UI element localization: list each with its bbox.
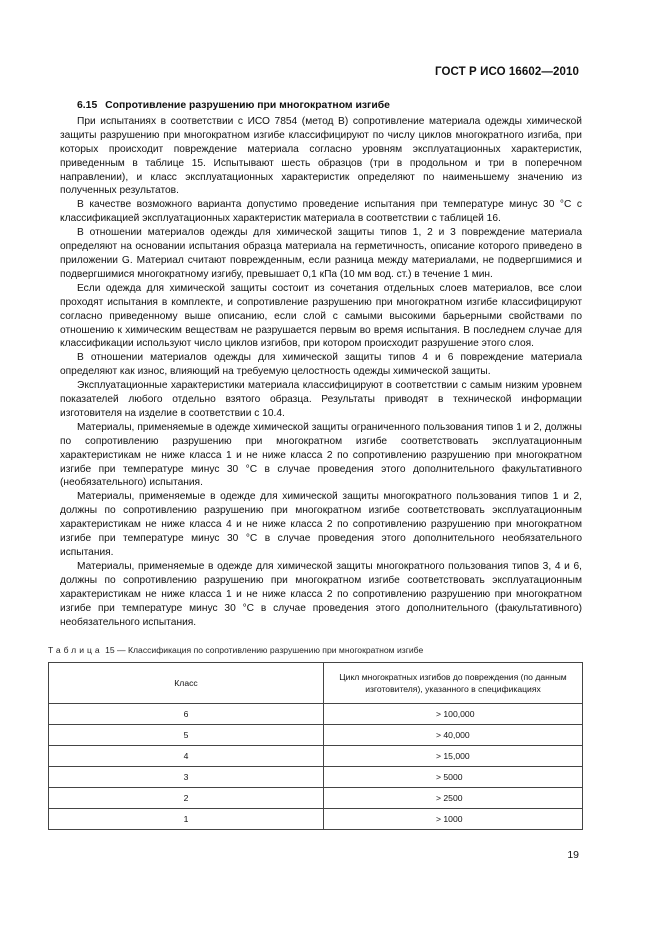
table-row bbox=[49, 725, 583, 746]
table-cell-cycles: > 100,000 bbox=[324, 704, 583, 725]
section-heading bbox=[60, 99, 582, 113]
table-cell-class: 1 bbox=[49, 809, 324, 830]
table-header-row bbox=[49, 663, 583, 704]
table-row bbox=[49, 704, 583, 725]
paragraph: Эксплуатационные характеристики материала классифицируют в соответствии с самым низким уровнем показателей любого отдельно взятого образца. Результаты приводят в технической информации изготовителя на изделие в соответствии с 10.4. bbox=[60, 380, 582, 419]
section-title: Сопротивление разрушению при многократном изгибе bbox=[105, 100, 390, 111]
paragraph: При испытаниях в соответствии с ИСО 7854 (метод В) сопротивление материала одежды химической защиты разрушению при многократном изгибе классифицируют по числу циклов многократного изгиба, при которых происходит повреждение материала согласно уровням эксплуатационных характеристик, приведенным в таблице 15. Испытывают шесть образцов (три в продольном и три в поперечном направлении), и класс эксплуатационных характеристик определяют по наименьшему значению из полученных результатов. bbox=[60, 115, 582, 197]
table-caption-label: Таблица bbox=[48, 645, 103, 655]
table-cell-cycles: > 15,000 bbox=[324, 746, 583, 767]
table-cell-class: 3 bbox=[49, 767, 324, 788]
paragraph: В отношении материалов одежды для химической защиты типов 1, 2 и 3 повреждение материала определяют на основании испытания образца материала на герметичность, описание которого приведено в приложении G. Материал считают поврежденным, если разница между материалами, не подвергшимися и подвергшимися многократному изгибу, превышает 0,1 кПа (10 мм вод. ст.) в течение 1 мин. bbox=[60, 227, 582, 280]
table-cell-class: 6 bbox=[49, 704, 324, 725]
table-row bbox=[49, 809, 583, 830]
table-caption bbox=[48, 645, 588, 655]
table-header-class: Класс bbox=[49, 663, 324, 704]
paragraph: Материалы, применяемые в одежде химической защиты ограниченного пользования типов 1 и 2, должны по сопротивлению разрушению при многократном изгибе соответствовать эксплуатационным характеристикам не ниже класса 1 и не ниже класса 2 по сопротивлению разрушению при многократном изгибе при температуре минус 30 °С в случае проведения этого дополнительного факультативного (необязательного) испытания. bbox=[60, 421, 582, 489]
table-header-cycles: Цикл многократных изгибов до повреждения (по данным изготовителя), указанного в спецификациях bbox=[324, 663, 583, 704]
table-cell-cycles: > 2500 bbox=[324, 788, 583, 809]
table-cell-class: 2 bbox=[49, 788, 324, 809]
paragraph: Материалы, применяемые в одежде для химической защиты многократного пользования типов 1 и 2, должны по сопротивлению разрушению при многократном изгибе соответствовать эксплуатационным характеристикам не ниже класса 4 и не ниже класса 2 по сопротивлению разрушению при многократном изгибе при температуре минус 30 °С в случае проведения этого дополнительного необязательного испытания. bbox=[60, 491, 582, 558]
classification-table bbox=[48, 662, 583, 830]
table-row bbox=[49, 788, 583, 809]
page-number: 19 bbox=[567, 849, 579, 861]
table-cell-cycles: > 40,000 bbox=[324, 725, 583, 746]
document-header: ГОСТ Р ИСО 16602—2010 bbox=[434, 66, 579, 78]
table-row bbox=[49, 746, 583, 767]
table-cell-class: 4 bbox=[49, 746, 324, 767]
table-cell-cycles: > 5000 bbox=[324, 767, 583, 788]
table-cell-cycles: > 1000 bbox=[324, 809, 583, 830]
document-body bbox=[60, 99, 582, 629]
table-row bbox=[49, 767, 583, 788]
section-number: 6.15 bbox=[77, 100, 98, 111]
paragraph: В отношении материалов одежды для химической защиты типов 4 и 6 повреждение материала определяют как износ, влияющий на требуемую целостность одежды химической защиты. bbox=[60, 352, 582, 378]
table-cell-class: 5 bbox=[49, 725, 324, 746]
table-caption-text: 15 — Классификация по сопротивлению разрушению при многократном изгибе bbox=[105, 645, 424, 655]
paragraph: В качестве возможного варианта допустимо проведение испытания при температуре минус 30 °С с классификацией эксплуатационных характеристик материала в соответствии с таблицей 16. bbox=[60, 199, 582, 225]
paragraph: Материалы, применяемые в одежде для химической защиты многократного пользования типов 3, 4 и 6, должны по сопротивлению разрушению при многократном изгибе соответствовать эксплуатационным характеристикам не ниже класса 1 и не ниже класса 2 по сопротивлению разрушению при многократном изгибе при температуре минус 30 °С в случае проведения этого дополнительного (факультативного) необязательного испытания. bbox=[60, 560, 582, 628]
paragraph: Если одежда для химической защиты состоит из сочетания отдельных слоев материалов, все слои проходят испытания в комплекте, и сопротивление разрушению при многократном изгибе классифицируют согласно приведенному выше описанию, если слой с самыми высокими барьерными свойствами по отношению к химическим веществам не разрушается первым во время испытания. В последнем случае для классификации используют число циклов изгибов, при котором происходит разрушение этого слоя. bbox=[60, 282, 582, 350]
